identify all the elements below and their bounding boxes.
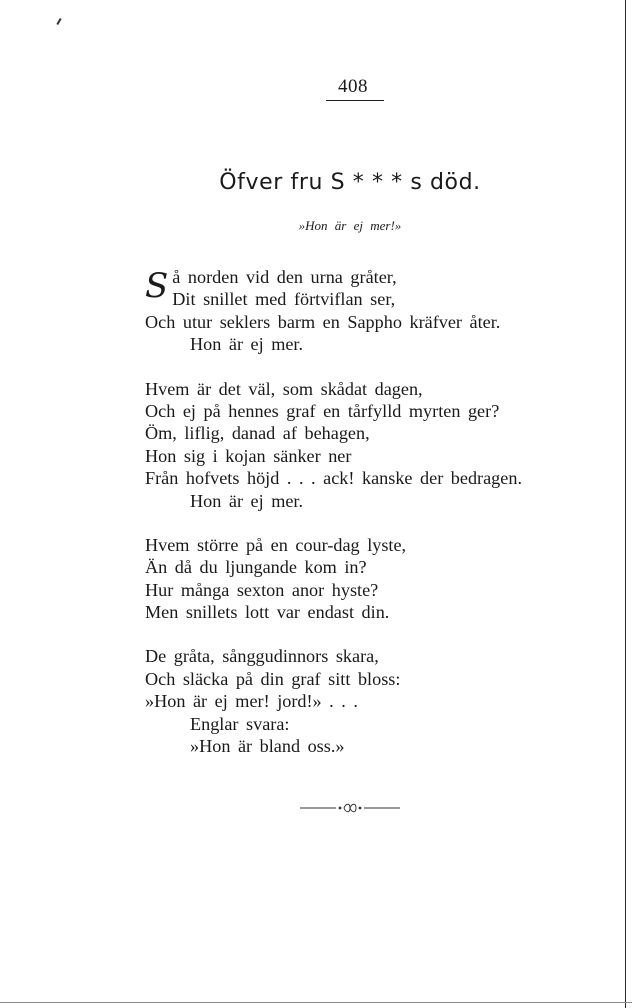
stanza-2 <box>145 378 585 512</box>
page-number-underline <box>326 100 384 101</box>
drop-cap: S <box>145 266 169 306</box>
page-edge-right <box>625 0 626 1008</box>
poem-line: »Hon är bland oss.» <box>190 736 345 757</box>
poem-line: Och släcka på din graf sitt bloss: <box>145 668 401 689</box>
poem-line: Från hofvets höjd . . . ack! kanske der bedragen. <box>145 468 522 489</box>
stanza-1 <box>145 266 585 356</box>
poem-line-text: å norden vid den urna gråter, <box>172 267 397 287</box>
poem-line: Hon är ej mer. <box>190 490 304 511</box>
poem-line: Hon sig i kojan sänker ner <box>145 445 352 466</box>
poem-line: De gråta, sånggudinnors skara, <box>145 646 379 667</box>
poem-title: Öfver fru S * * * s död. <box>219 170 481 195</box>
page-number: 408 <box>338 76 368 97</box>
poem-line: Hur många sexton anor hyste? <box>145 579 379 600</box>
poem-line: Och ej på hennes graf en tårfylld myrten ger? <box>145 400 500 421</box>
stanza-4 <box>145 645 585 757</box>
page-edge-bottom <box>0 1002 632 1003</box>
poem-line: »Hon är ej mer! jord!» . . . <box>145 691 358 712</box>
poem-line: Hvem större på en cour-dag lyste, <box>145 534 407 555</box>
poem-line: Hvem är det väl, som skådat dagen, <box>145 378 423 399</box>
scan-mark <box>56 18 61 25</box>
poem-body <box>145 266 585 779</box>
poem-line: Hon är ej mer. <box>190 334 304 355</box>
poem-line: Englar svara: <box>190 713 290 734</box>
poem-epigraph: »Hon är ej mer!» <box>298 218 402 233</box>
poem-line: Dit snillet med förtviflan ser, <box>172 289 396 310</box>
poem-line: Och utur seklers barm en Sappho kräfver åter. <box>145 311 501 332</box>
ornament-divider-icon <box>298 800 402 816</box>
poem-line: Öm, liflig, danad af behagen, <box>145 423 370 444</box>
poem-line: Men snillets lott var endast din. <box>145 602 390 623</box>
stanza-3 <box>145 534 585 624</box>
poem-line: Än då du ljungande kom in? <box>145 557 367 578</box>
